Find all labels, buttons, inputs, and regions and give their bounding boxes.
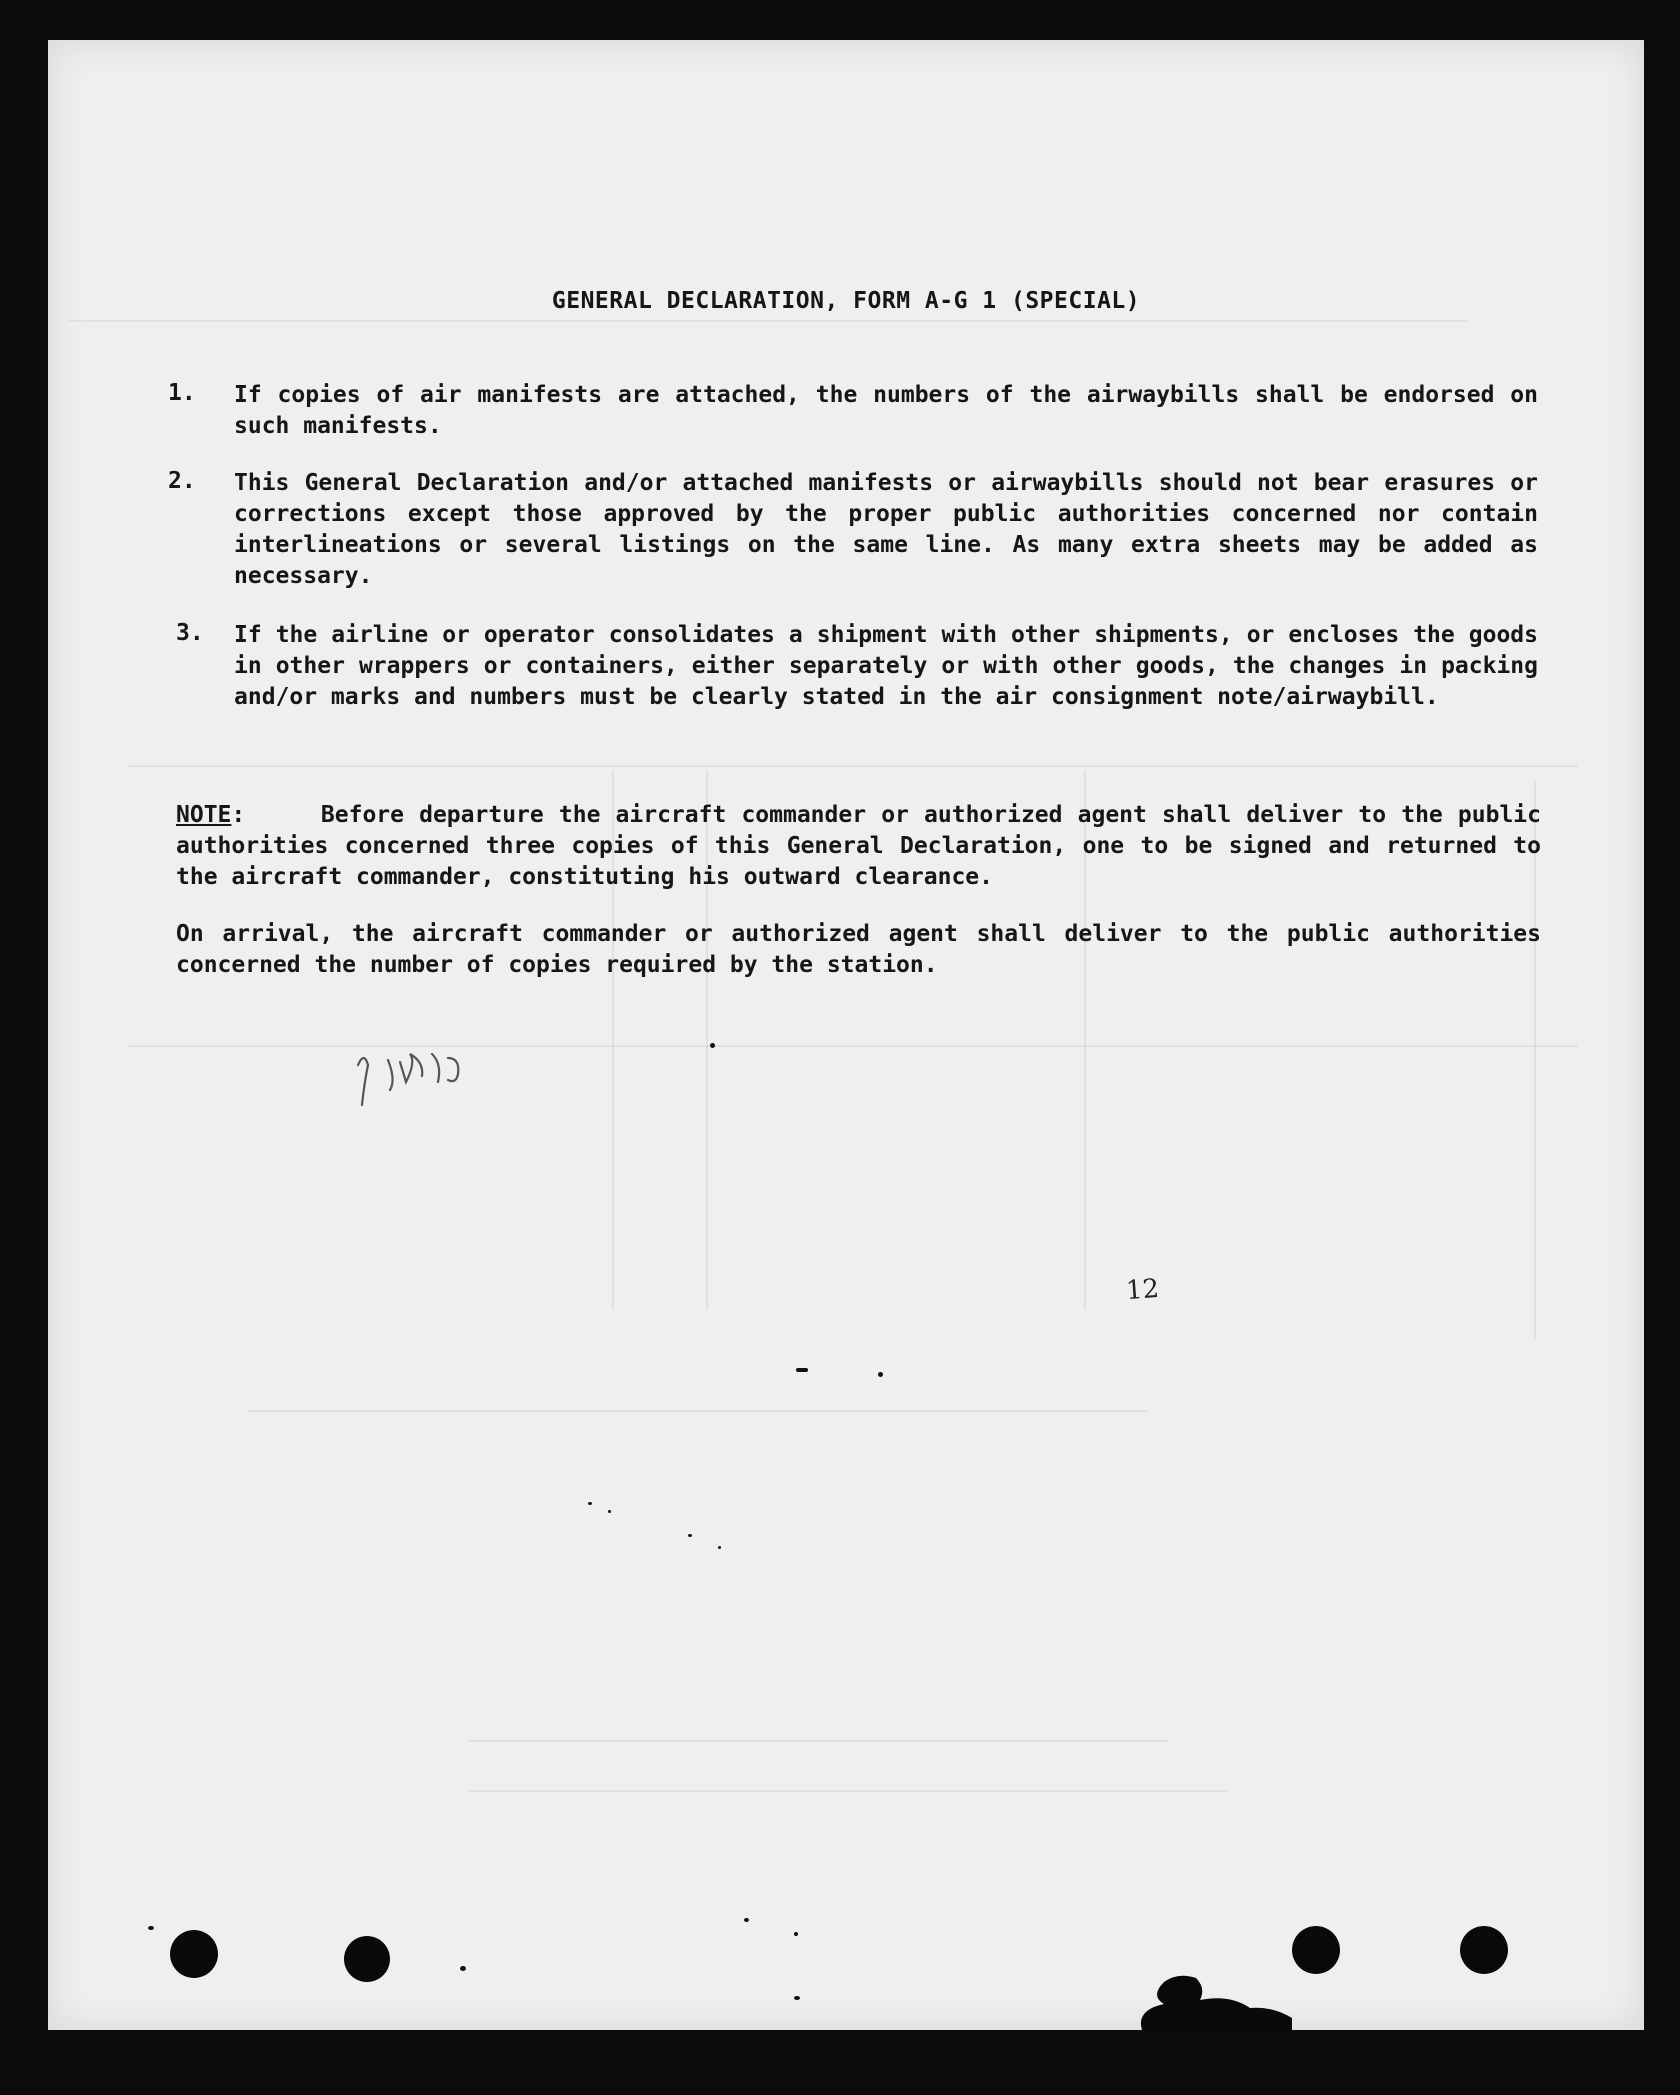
speck — [718, 1546, 721, 1549]
punch-hole — [1460, 1926, 1508, 1974]
punch-hole — [170, 1930, 218, 1978]
bleed-through-line — [128, 765, 1578, 767]
speck — [794, 1932, 798, 1936]
bleed-through-line — [68, 320, 1468, 322]
list-item — [168, 380, 1538, 442]
item-number: 1. — [168, 380, 196, 406]
note-colon: : — [231, 802, 246, 828]
note-label: NOTE — [176, 802, 232, 828]
speck — [744, 1918, 749, 1922]
speck — [794, 1996, 800, 2000]
item-number: 2. — [168, 468, 196, 494]
handwritten-scribble — [348, 1040, 588, 1110]
speck — [878, 1372, 883, 1377]
arrival-paragraph: On arrival, the aircraft commander or authorized agent shall deliver to the public authorities concerned the number of copies required by the station. — [176, 921, 1541, 978]
speck — [796, 1368, 808, 1372]
note-paragraph — [176, 800, 1541, 893]
punch-hole — [1292, 1926, 1340, 1974]
item-text: If copies of air manifests are attached, the numbers of the airwaybills shall be endorsed on such manifests. — [234, 382, 1538, 439]
bleed-through-line — [468, 1740, 1168, 1742]
bleed-through-line — [248, 1410, 1148, 1412]
handwritten-number: 12 — [1124, 1273, 1161, 1307]
punch-hole — [344, 1936, 390, 1982]
speck — [688, 1534, 692, 1537]
document-title: GENERAL DECLARATION, FORM A-G 1 (SPECIAL) — [551, 288, 1141, 314]
bleed-through-line — [128, 1045, 1578, 1047]
speck — [460, 1966, 466, 1971]
speck — [588, 1502, 592, 1505]
item-number: 3. — [176, 620, 204, 646]
document-page — [48, 40, 1644, 2030]
note-text: Before departure the aircraft commander or authorized agent shall deliver to the public authorities concerned three copies of this General Declaration, one to be signed and returned to the aircraft commander, constituting his outward clearance. — [176, 802, 1541, 890]
note-section — [176, 800, 1541, 1007]
list-item — [168, 468, 1538, 592]
speck — [608, 1510, 611, 1513]
bleed-through-line — [468, 1790, 1228, 1792]
item-text: If the airline or operator consolidates a shipment with other shipments, or encloses the goods in other wrappers or containers, either separately or with other goods, the changes in packing and/or marks and numbers must be clearly stated in the air consignment note/airwaybill. — [234, 622, 1538, 710]
item-text: This General Declaration and/or attached manifests or airwaybills should not bear erasures or corrections except those approved by the proper public authorities concerned nor contain interlineations or several listings on the same line. As many extra sheets may be added as necessary. — [234, 470, 1538, 589]
speck — [710, 1043, 715, 1048]
speck — [148, 1926, 154, 1930]
list-item — [168, 620, 1538, 713]
ink-blot — [1134, 1970, 1314, 2030]
